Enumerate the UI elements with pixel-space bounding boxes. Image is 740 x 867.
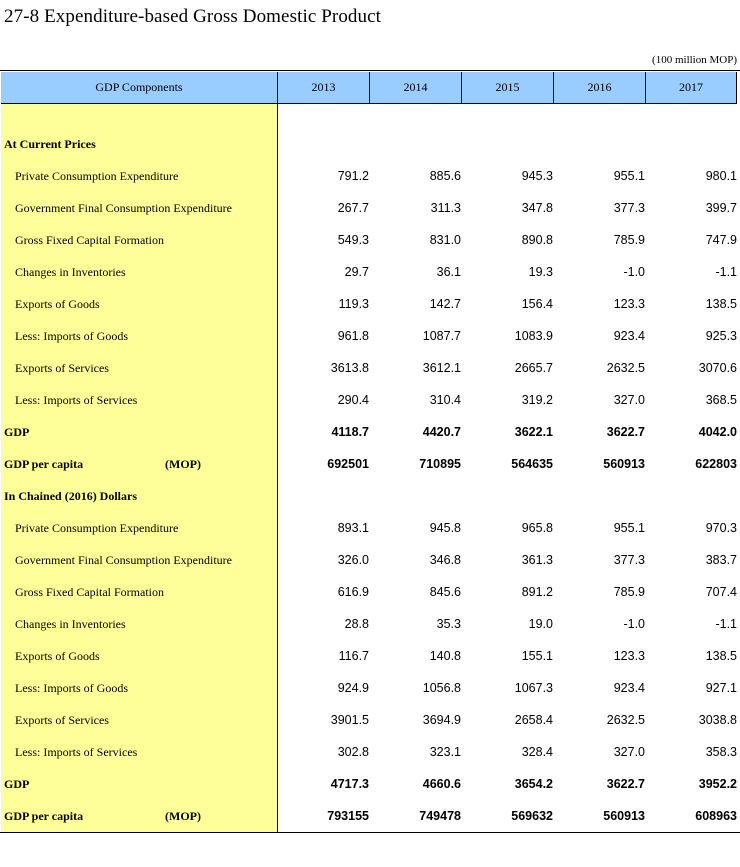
cell-value: 377.3 <box>613 553 645 567</box>
table-row <box>0 160 740 192</box>
cell-value: 945.8 <box>429 521 461 535</box>
gdp-label: GDP <box>4 424 30 439</box>
cell-value: 328.4 <box>521 745 553 759</box>
cell-value: 116.7 <box>338 649 369 663</box>
cell-value: 965.8 <box>521 521 553 535</box>
cell-value: -1.1 <box>715 617 737 631</box>
row-label: Exports of Goods <box>15 648 100 663</box>
gdp-per-capita-value: 692501 <box>327 457 369 471</box>
bottom-rule <box>0 832 740 833</box>
gdp-per-capita-value: 793155 <box>327 809 369 823</box>
table-row <box>0 192 740 224</box>
header-year-2016: 2016 <box>554 72 646 104</box>
cell-value: 1087.7 <box>422 329 461 343</box>
cell-value: 19.0 <box>528 617 553 631</box>
cell-value: 923.4 <box>613 329 645 343</box>
cell-value: 616.9 <box>337 585 369 599</box>
gdp-per-capita-value: 560913 <box>603 457 645 471</box>
cell-value: 377.3 <box>613 201 645 215</box>
table-row <box>0 352 740 384</box>
table-header <box>1 72 739 104</box>
cell-value: -1.0 <box>623 617 645 631</box>
gdp-per-capita-value: 710895 <box>419 457 461 471</box>
cell-value: 1056.8 <box>422 681 461 695</box>
cell-value: 302.8 <box>337 745 369 759</box>
cell-value: 3694.9 <box>422 713 461 727</box>
cell-value: 2632.5 <box>606 361 645 375</box>
header-components: GDP Components <box>1 72 278 104</box>
cell-value: 961.8 <box>337 329 369 343</box>
table-row <box>0 384 740 416</box>
cell-value: 290.4 <box>337 393 369 407</box>
cell-value: 945.3 <box>521 169 553 183</box>
spacer-row <box>0 104 740 128</box>
cell-value: 19.3 <box>528 265 553 279</box>
header-year-2015: 2015 <box>462 72 554 104</box>
gdp-value: 4118.7 <box>331 425 369 439</box>
cell-value: 1083.9 <box>514 329 553 343</box>
table-row <box>0 224 740 256</box>
cell-value: 36.1 <box>436 265 461 279</box>
cell-value: 326.0 <box>337 553 369 567</box>
row-label: Government Final Consumption Expenditure <box>15 552 232 567</box>
cell-value: 346.8 <box>429 553 461 567</box>
cell-value: 319.2 <box>521 393 553 407</box>
table-row <box>0 736 740 768</box>
cell-value: 955.1 <box>613 521 645 535</box>
cell-value: 747.9 <box>705 233 737 247</box>
gdp-per-capita-value: 749478 <box>419 809 461 823</box>
cell-value: 35.3 <box>436 617 461 631</box>
cell-value: 123.3 <box>613 649 645 663</box>
gdp-row <box>0 768 740 800</box>
cell-value: 347.8 <box>521 201 553 215</box>
gdp-value: 3952.2 <box>698 777 737 791</box>
cell-value: 927.1 <box>705 681 737 695</box>
row-label: Changes in Inventories <box>15 616 126 631</box>
top-rule <box>0 70 740 71</box>
cell-value: 29.7 <box>344 265 369 279</box>
cell-value: 2632.5 <box>606 713 645 727</box>
section-heading: In Chained (2016) Dollars <box>4 488 138 503</box>
cell-value: 119.3 <box>338 297 369 311</box>
table-row <box>0 672 740 704</box>
gdp-value: 4042.0 <box>698 425 737 439</box>
table-row <box>0 288 740 320</box>
cell-value: 142.7 <box>429 297 461 311</box>
gdp-per-capita-unit: (MOP) <box>165 456 201 471</box>
table-row <box>0 576 740 608</box>
row-label: Gross Fixed Capital Formation <box>15 232 164 247</box>
cell-value: 399.7 <box>705 201 737 215</box>
gdp-value: 4660.6 <box>422 777 461 791</box>
cell-value: 140.8 <box>429 649 461 663</box>
cell-value: 155.1 <box>521 649 553 663</box>
table-row <box>0 640 740 672</box>
table-row <box>0 512 740 544</box>
section-heading: At Current Prices <box>4 136 96 151</box>
cell-value: 925.3 <box>705 329 737 343</box>
section-heading-row <box>0 128 740 160</box>
gdp-per-capita-value: 560913 <box>603 809 645 823</box>
cell-value: 3070.6 <box>698 361 737 375</box>
cell-value: 123.3 <box>613 297 645 311</box>
row-label: Less: Imports of Services <box>15 392 138 407</box>
gdp-value: 4420.7 <box>422 425 461 439</box>
row-label: Private Consumption Expenditure <box>15 520 179 535</box>
row-label: Exports of Services <box>15 712 109 727</box>
cell-value: 970.3 <box>705 521 737 535</box>
gdp-per-capita-label: GDP per capita <box>4 808 84 823</box>
row-label: Exports of Services <box>15 360 109 375</box>
gdp-per-capita-value: 608963 <box>695 809 737 823</box>
row-label: Changes in Inventories <box>15 264 126 279</box>
row-label: Less: Imports of Goods <box>15 328 128 343</box>
cell-value: 924.9 <box>337 681 369 695</box>
cell-value: 891.2 <box>521 585 553 599</box>
row-label: Less: Imports of Goods <box>15 680 128 695</box>
gdp-value: 3654.2 <box>514 777 553 791</box>
gdp-per-capita-unit: (MOP) <box>165 808 201 823</box>
row-label: Gross Fixed Capital Formation <box>15 584 164 599</box>
cell-value: 361.3 <box>521 553 553 567</box>
cell-value: 791.2 <box>337 169 369 183</box>
cell-value: 138.5 <box>705 649 737 663</box>
cell-value: -1.0 <box>623 265 645 279</box>
cell-value: 785.9 <box>613 585 645 599</box>
cell-value: -1.1 <box>715 265 737 279</box>
cell-value: 2665.7 <box>514 361 553 375</box>
gdp-per-capita-label: GDP per capita <box>4 456 84 471</box>
cell-value: 955.1 <box>613 169 645 183</box>
table-row <box>0 608 740 640</box>
row-label: Exports of Goods <box>15 296 100 311</box>
cell-value: 323.1 <box>429 745 461 759</box>
cell-value: 980.1 <box>705 169 737 183</box>
row-label: Government Final Consumption Expenditure <box>15 200 232 215</box>
cell-value: 327.0 <box>613 745 645 759</box>
gdp-per-capita-value: 622803 <box>695 457 737 471</box>
header-year-2017: 2017 <box>646 72 737 104</box>
cell-value: 785.9 <box>613 233 645 247</box>
cell-value: 1067.3 <box>514 681 553 695</box>
gdp-value: 3622.7 <box>606 777 645 791</box>
table-row <box>0 704 740 736</box>
cell-value: 3612.1 <box>422 361 461 375</box>
cell-value: 549.3 <box>337 233 369 247</box>
cell-value: 3901.5 <box>330 713 369 727</box>
gdp-per-capita-value: 569632 <box>511 809 553 823</box>
cell-value: 2658.4 <box>514 713 553 727</box>
cell-value: 310.4 <box>429 393 461 407</box>
cell-value: 3613.8 <box>330 361 369 375</box>
table-body <box>0 104 740 832</box>
cell-value: 885.6 <box>429 169 461 183</box>
cell-value: 368.5 <box>705 393 737 407</box>
gdp-value: 4717.3 <box>330 777 369 791</box>
section-heading-row <box>0 480 740 512</box>
unit-note: (100 million MOP) <box>652 54 737 66</box>
cell-value: 893.1 <box>337 521 369 535</box>
gdp-per-capita-row <box>0 800 740 832</box>
table-row <box>0 544 740 576</box>
gdp-label: GDP <box>4 776 30 791</box>
cell-value: 138.5 <box>705 297 737 311</box>
cell-value: 890.8 <box>521 233 553 247</box>
table-title: 27-8 Expenditure-based Gross Domestic Product <box>4 6 382 27</box>
cell-value: 845.6 <box>429 585 461 599</box>
cell-value: 831.0 <box>429 233 461 247</box>
cell-value: 311.3 <box>430 201 461 215</box>
cell-value: 327.0 <box>613 393 645 407</box>
row-label: Less: Imports of Services <box>15 744 138 759</box>
gdp-value: 3622.1 <box>514 425 553 439</box>
cell-value: 156.4 <box>521 297 553 311</box>
header-year-2014: 2014 <box>370 72 462 104</box>
cell-value: 267.7 <box>337 201 369 215</box>
header-year-2013: 2013 <box>278 72 370 104</box>
cell-value: 923.4 <box>613 681 645 695</box>
gdp-per-capita-value: 564635 <box>511 457 553 471</box>
cell-value: 707.4 <box>705 585 737 599</box>
cell-value: 3038.8 <box>698 713 737 727</box>
table-row <box>0 256 740 288</box>
gdp-value: 3622.7 <box>606 425 645 439</box>
cell-value: 28.8 <box>344 617 369 631</box>
gdp-per-capita-row <box>0 448 740 480</box>
table-row <box>0 320 740 352</box>
gdp-row <box>0 416 740 448</box>
cell-value: 358.3 <box>705 745 737 759</box>
row-label: Private Consumption Expenditure <box>15 168 179 183</box>
cell-value: 383.7 <box>705 553 737 567</box>
